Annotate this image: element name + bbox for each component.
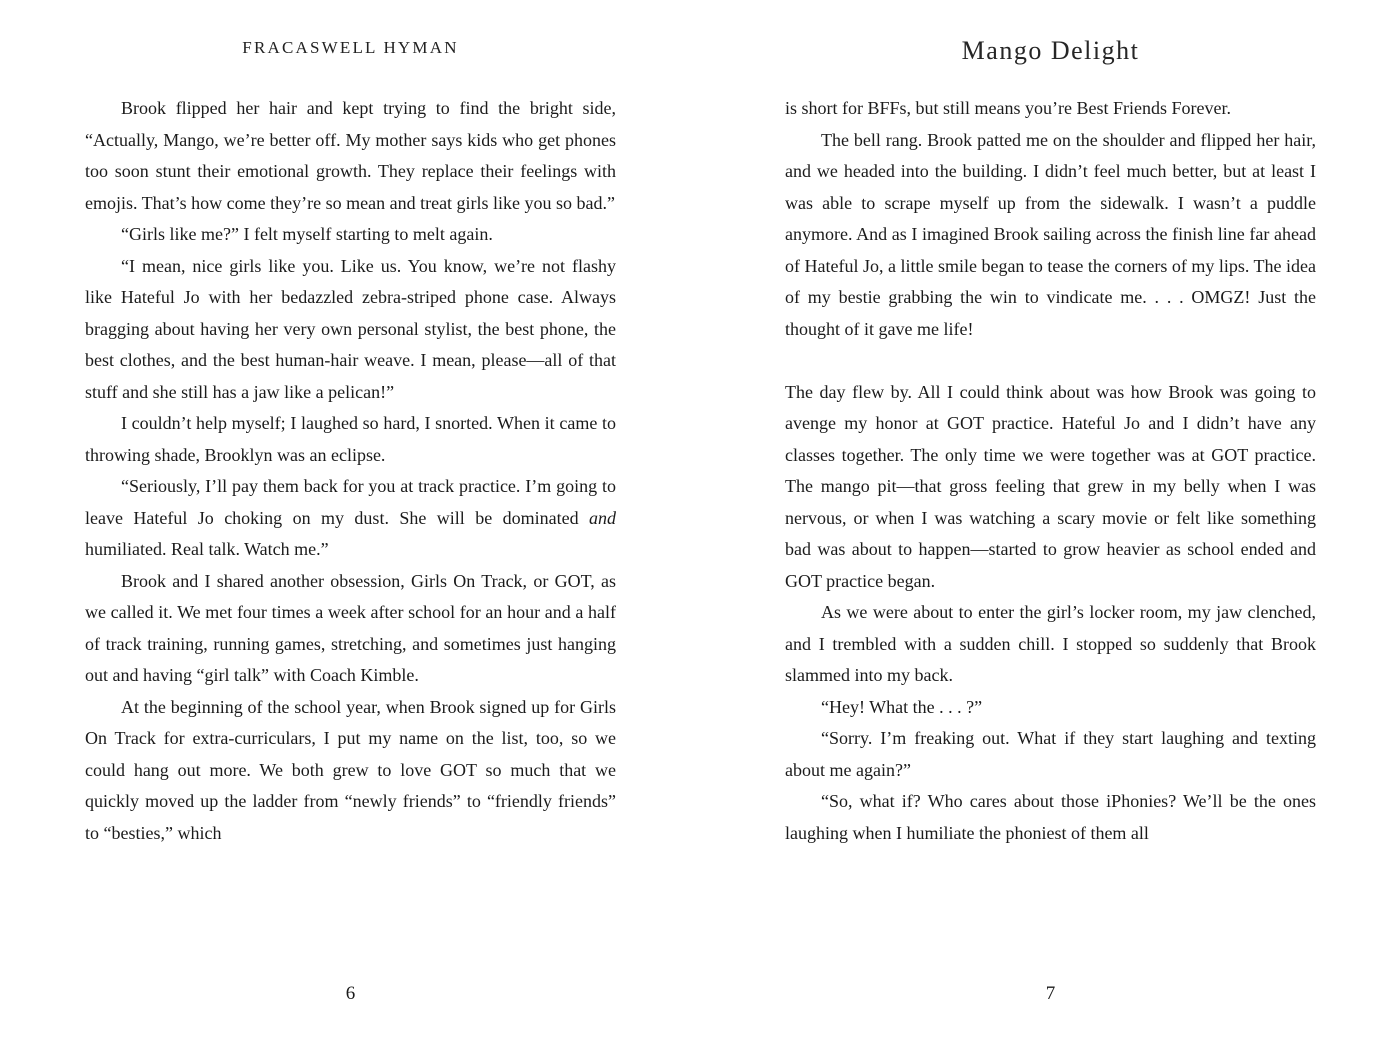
paragraph: As we were about to enter the girl’s locker room, my jaw clenched, and I trembled with a sudden chill. I stopped so suddenly that Brook slammed into my back. [785, 602, 1316, 685]
page-number-right: 7 [1045, 983, 1056, 1004]
paragraph: “Seriously, I’ll pay them back for you at track practice. I’m going to leave Hateful Jo choking on my dust. She will be dominated and humiliated. Real talk. Watch me.” [85, 476, 616, 559]
paragraph: “Hey! What the . . . ?” [821, 696, 983, 717]
paragraph: “Girls like me?” I felt myself starting to melt again. [121, 224, 493, 244]
paragraph: Brook flipped her hair and kept trying to find the bright side, “Actually, Mango, we’re better off. My mother says kids who get phones too soon stunt their emotional growth. They replace their feelings with emojis. That’s how come they’re so mean and treat girls like you so bad.” [85, 98, 616, 213]
page-number-left: 6 [345, 983, 356, 1004]
left-page-body [85, 93, 616, 979]
running-header-title: Mango Delight [961, 36, 1140, 65]
paragraph: The bell rang. Brook patted me on the shoulder and flipped her hair, and we headed into the building. I didn’t feel much better, but at least I was able to scrape myself up from the sidewalk. I wasn’t a puddle anymore. And as I imagined Brook sailing across the finish line far ahead of Hateful Jo, a little smile began to tease the corners of my lips. The idea of my bestie grabbing the win to vindicate me. . . . OMGZ! Just the thought of it gave me life! [785, 129, 1316, 339]
paragraph: is short for BFFs, but still means you’re Best Friends Forever. [785, 98, 1231, 118]
paragraph: At the beginning of the school year, when Brook signed up for Girls On Track for extra-curriculars, I put my name on the list, too, so we could hang out more. We both grew to love GOT so much that we quickly moved up the ladder from “newly friends” to “friendly friends” to “besties,” which [85, 696, 616, 843]
paragraph: “Sorry. I’m freaking out. What if they start laughing and texting about me again?” [785, 728, 1316, 780]
running-header-author: FRACASWELL HYMAN [242, 38, 459, 57]
paragraph: “So, what if? Who cares about those iPhonies? We’ll be the ones laughing when I humiliate the phoniest of them all [785, 791, 1316, 843]
right-page [700, 0, 1400, 1041]
right-page-body [785, 93, 1316, 979]
paragraph: “I mean, nice girls like you. Like us. You know, we’re not flashy like Hateful Jo with her bedazzled zebra-striped phone case. Always bragging about having her very own personal stylist, the best phone, the best clothes, and the best human-hair weave. I mean, please—all of that stuff and she still has a jaw like a pelican!” [85, 255, 616, 402]
paragraph: Brook and I shared another obsession, Girls On Track, or GOT, as we called it. We met four times a week after school for an hour and a half of track training, running games, stretching, and sometimes just hanging out and having “girl talk” with Coach Kimble. [85, 570, 616, 685]
paragraph: The day flew by. All I could think about was how Brook was going to avenge my honor at GOT practice. Hateful Jo and I didn’t have any classes together. The only time we were together was at GOT practice. The mango pit—that gross feeling that grew in my belly when I was nervous, or when I was watching a scary movie or felt like something bad was about to happen—started to grow heavier as school ended and GOT practice began. [785, 381, 1316, 591]
paragraph: I couldn’t help myself; I laughed so hard, I snorted. When it came to throwing shade, Brooklyn was an eclipse. [85, 413, 616, 465]
